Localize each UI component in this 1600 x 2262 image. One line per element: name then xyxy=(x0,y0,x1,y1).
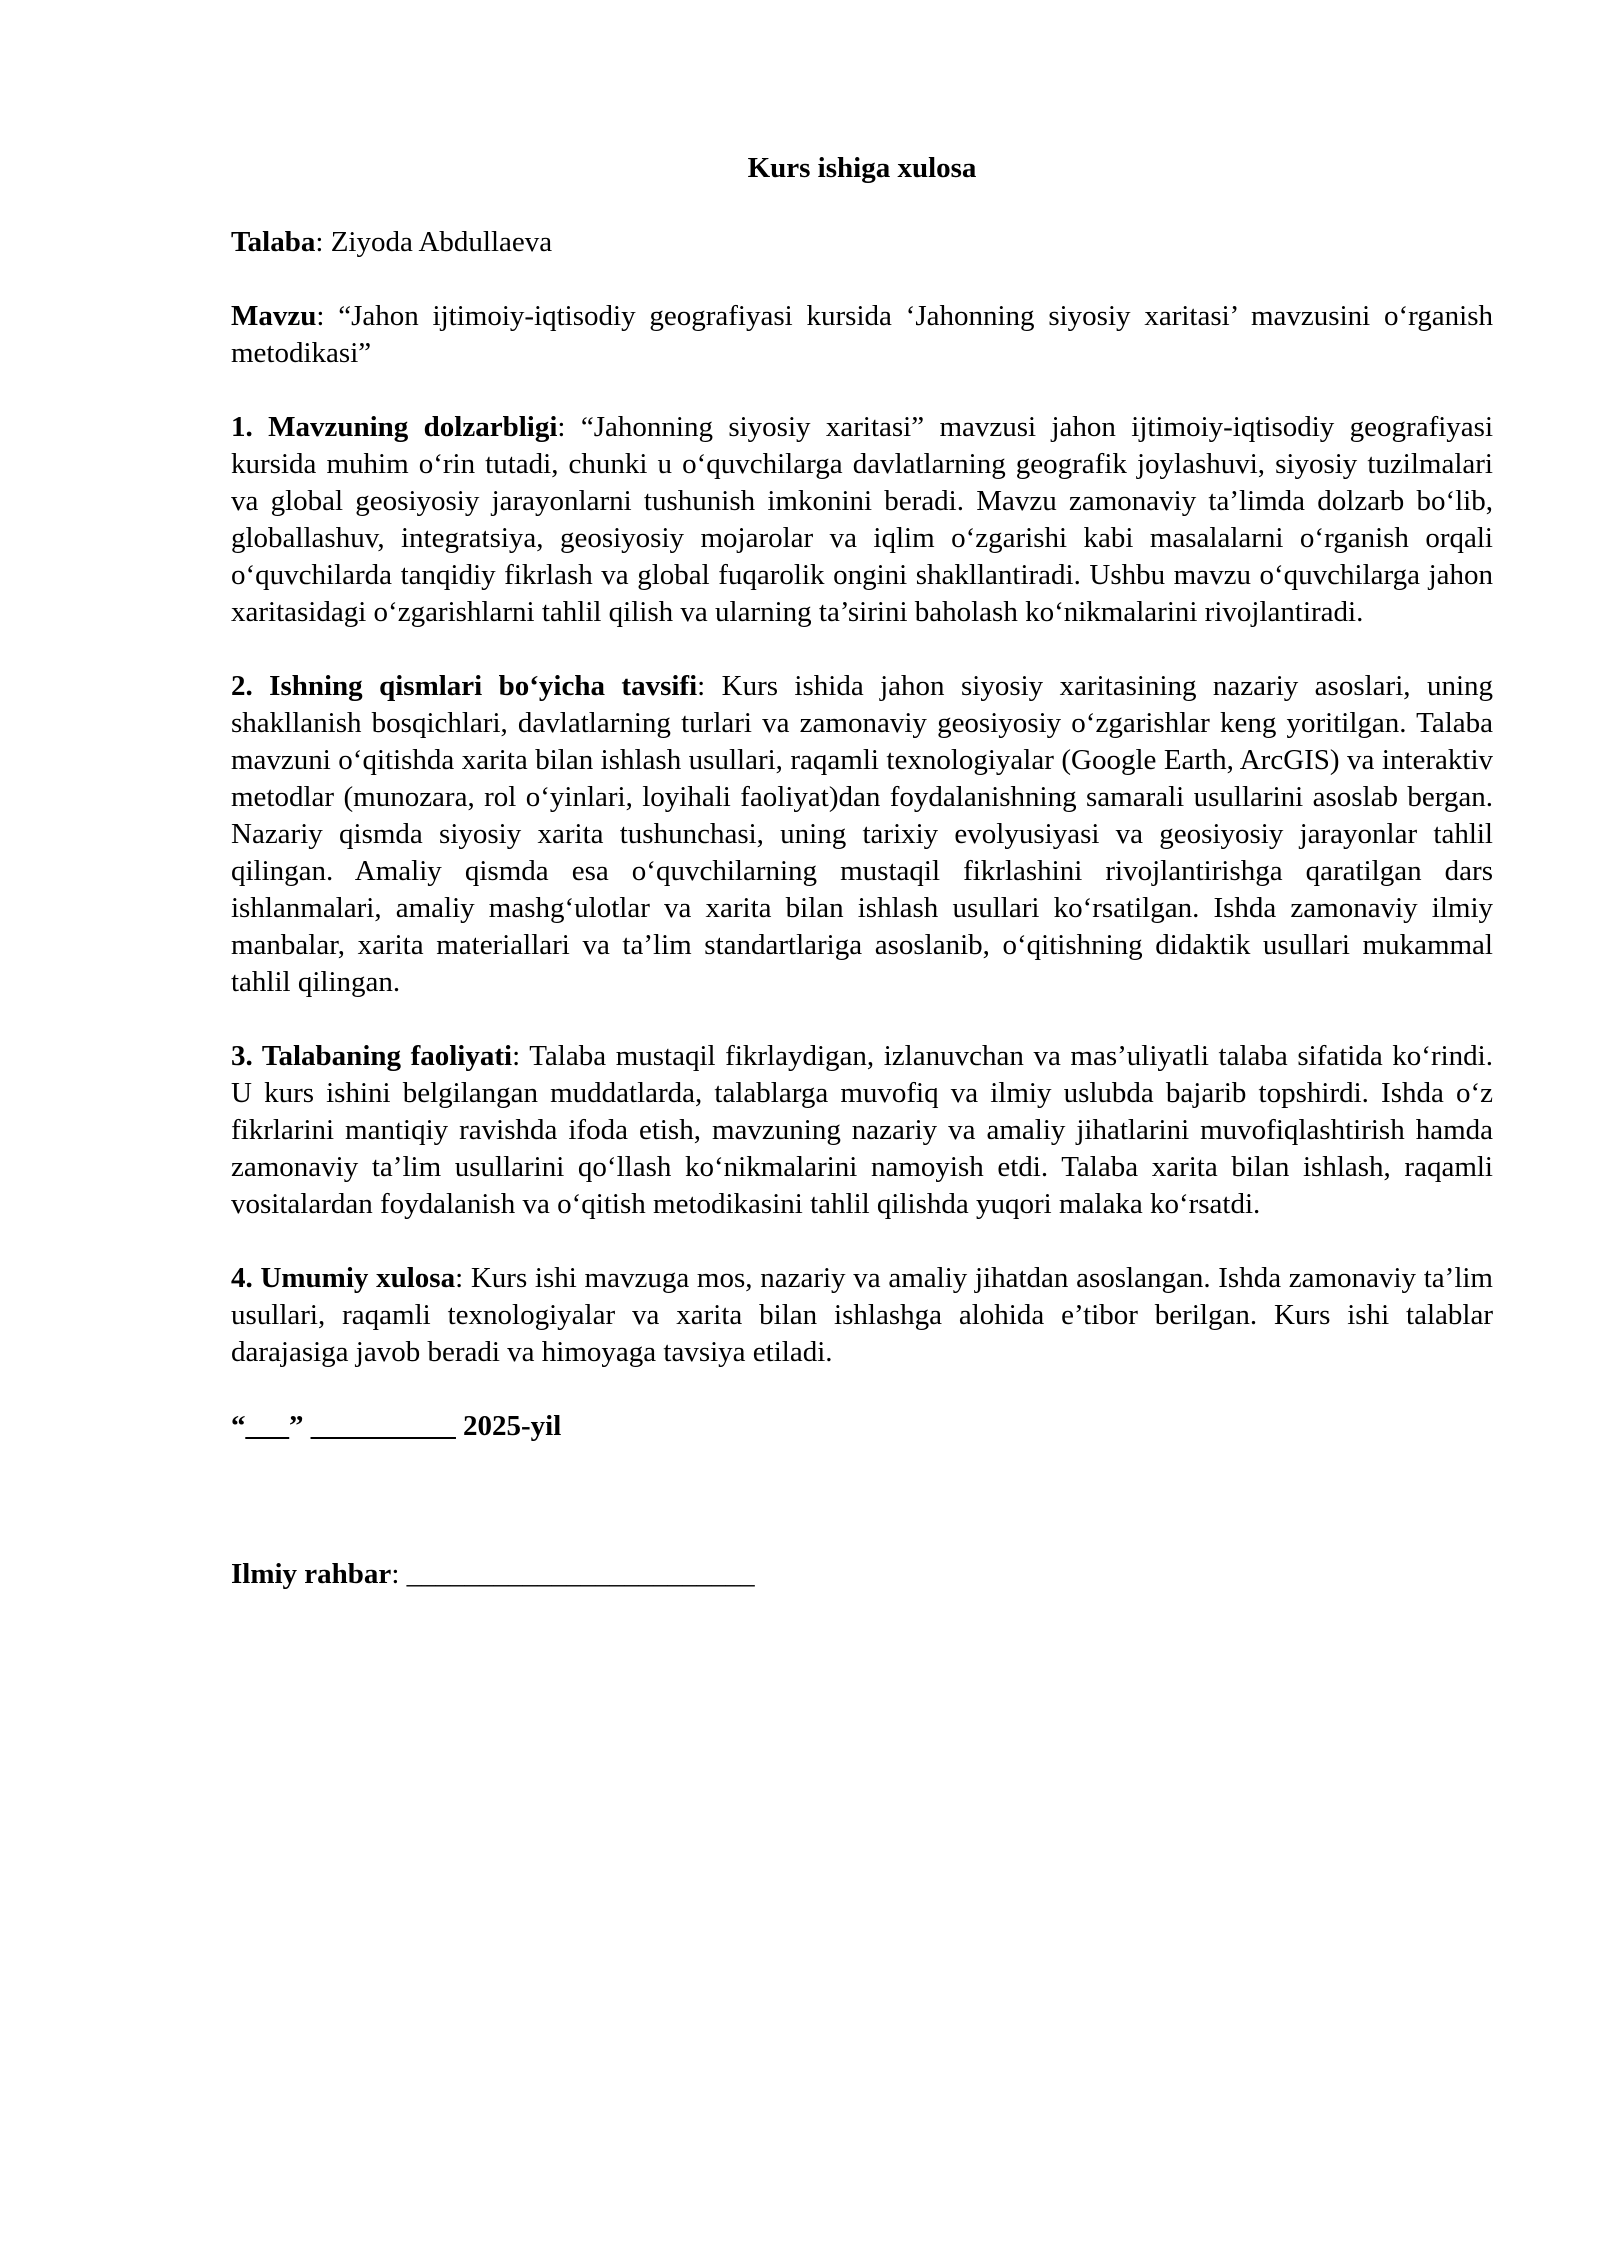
section-text: Kurs ishi mavzuga mos, nazariy va amaliy jihatdan asoslangan. Ishda zamonaviy ta’lim usullari, raqamli texnologiyalar va xarita bilan ishlashga alohida e’tibor berilgan. Kurs ishi talablar darajasiga javob beradi va himoyaga tavsiya etiladi. xyxy=(231,1262,1493,1368)
topic-line xyxy=(231,298,1493,372)
section-heading: 2. Ishning qismlari bo‘yicha tavsifi xyxy=(231,670,698,702)
section-text: Talaba mustaqil fikrlaydigan, izlanuvchan va mas’uliyatli talaba sifatida ko‘rindi. U kurs ishini belgilangan muddatlarda, talablarga muvofiq va ilmiy uslubda bajarib topshirdi. Ishda o‘z fikrlarini mantiqiy ravishda ifoda etish, mavzuning nazariy va amaliy jihatlarini muvofiqlashtirish hamda zamonaviy ta’lim usullarini qo‘llash ko‘nikmalarini namoyish etdi. Talaba xarita bilan ishlash, raqamli vositalardan foydalanish va o‘qitish metodikasini tahlil qilishda yuqori malaka ko‘rsatdi. xyxy=(231,1040,1493,1220)
document-page xyxy=(231,150,1493,1593)
student-label: Talaba xyxy=(231,226,316,258)
advisor-signature-blank: ________________________ xyxy=(406,1558,755,1590)
section-text: Kurs ishida jahon siyosiy xaritasining nazariy asoslari, uning shakllanish bosqichlari, davlatlarning turlari va zamonaviy geosiyosiy o‘zgarishlar keng yoritilgan. Talaba mavzuni o‘qitishda xarita bilan ishlash usullari, raqamli texnologiyalar (Google Earth, ArcGIS) va interaktiv metodlar (munozara, rol o‘yinlari, loyihali faoliyat)dan foydalanishning samarali usullarini asoslab bergan. Nazariy qismda siyosiy xarita tushunchasi, uning tarixiy evolyusiyasi va geosiyosiy jarayonlar tahlil qilingan. Amaliy qismda esa o‘quvchilarning mustaqil fikrlashini rivojlantirishga qaratilgan dars ishlanmalari, amaliy mashg‘ulotlar va xarita bilan ishlash usullari ko‘rsatilgan. Ishda zamonaviy ilmiy manbalar, xarita materiallari va ta’lim standartlariga asoslanib, o‘qitishning didaktik usullari mukammal tahlil qilingan. xyxy=(231,670,1493,998)
student-line xyxy=(231,224,1493,261)
section-heading: 3. Talabaning faoliyati xyxy=(231,1040,513,1072)
section-separator: : xyxy=(512,1040,530,1072)
section-heading: 4. Umumiy xulosa xyxy=(231,1262,456,1294)
section-general-conclusion xyxy=(231,1260,1493,1371)
topic-value: “Jahon ijtimoiy-iqtisodiy geografiyasi kursida ‘Jahonning siyosiy xaritasi’ mavzusini o‘rganish metodikasi” xyxy=(231,300,1493,369)
section-separator: : xyxy=(557,411,581,443)
document-title: Kurs ishiga xulosa xyxy=(747,152,977,184)
topic-separator: : xyxy=(316,300,339,332)
date-line: “___” __________ 2025-yil xyxy=(231,1410,562,1442)
section-text: “Jahonning siyosiy xaritasi” mavzusi jahon ijtimoiy-iqtisodiy geografiyasi kursida muhim o‘rin tutadi, chunki u o‘quvchilarga davlatlarning geografik joylashuvi, siyosiy tuzilmalari va global geosiyosiy jarayonlarni tushunish imkonini beradi. Mavzu zamonaviy ta’limda dolzarb bo‘lib, globallashuv, integratsiya, geosiyosiy mojarolar va iqlim o‘zgarishi kabi masalalarni o‘rganish orqali o‘quvchilarda tanqidiy fikrlash va global fuqarolik ongini shakllantiradi. Ushbu mavzu o‘quvchilarga jahon xaritasidagi o‘zgarishlarni tahlil qilish va ularning ta’sirini baholash ko‘nikmalarini rivojlantiradi. xyxy=(231,411,1494,628)
section-student-activity xyxy=(231,1038,1493,1223)
section-separator: : xyxy=(455,1262,471,1294)
advisor-separator: : xyxy=(391,1558,407,1590)
section-heading: 1. Mavzuning dolzarbligi xyxy=(231,411,558,443)
advisor-label: Ilmiy rahbar xyxy=(231,1558,392,1590)
section-description xyxy=(231,668,1493,1001)
topic-label: Mavzu xyxy=(231,300,317,332)
student-separator: : xyxy=(315,226,331,258)
advisor-line xyxy=(231,1556,1493,1593)
student-name: Ziyoda Abdullaeva xyxy=(330,226,553,258)
section-separator: : xyxy=(697,670,722,702)
section-relevance xyxy=(231,409,1493,631)
